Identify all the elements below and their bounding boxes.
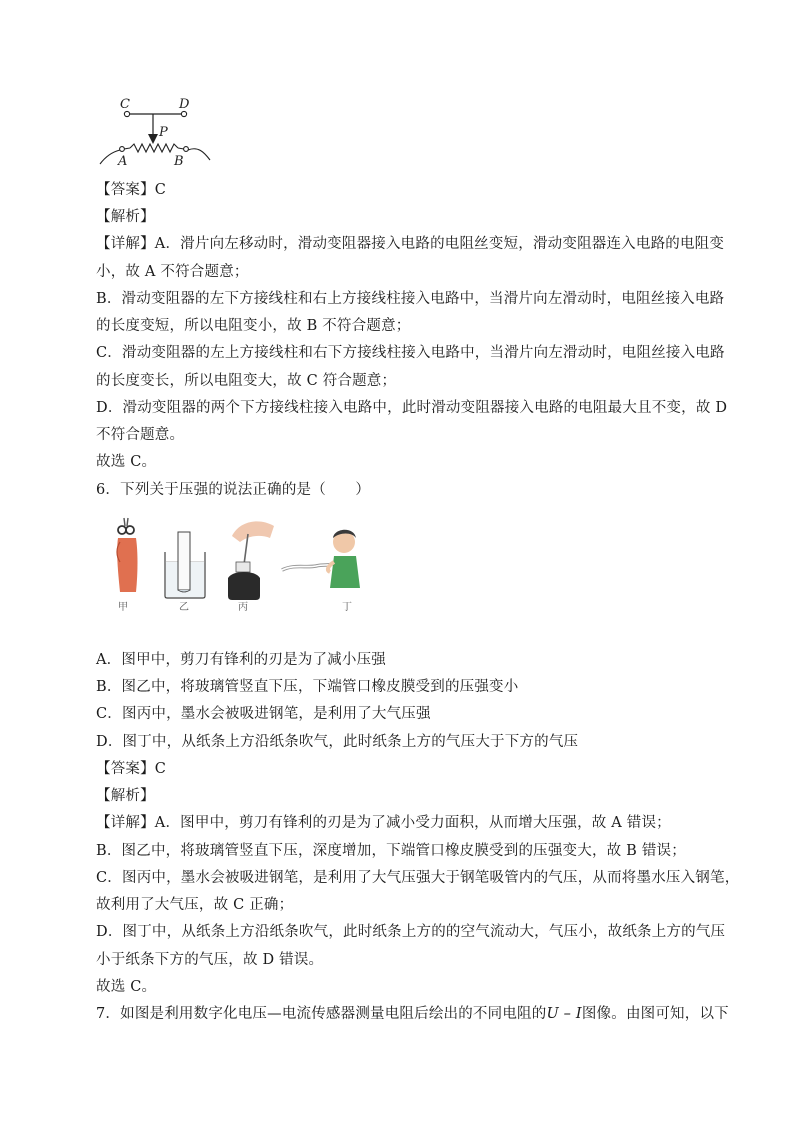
- rheostat-diagram: [92, 92, 222, 172]
- q6-analysis-line: 小于纸条下方的气压，故 D 错误。: [96, 952, 324, 968]
- q5-answer: 【答案】C: [96, 182, 167, 198]
- q5-analysis-line: D．滑动变阻器的两个下方接线柱接入电路中，此时滑动变阻器接入电路的电阻最大且不变，故 D: [96, 400, 728, 416]
- q5-analysis-line: B．滑动变阻器的左下方接线柱和右上方接线柱接入电路中，当滑片向左滑动时，电阻丝接入电路: [96, 291, 725, 307]
- figure-caption-ding: 丁: [342, 602, 352, 613]
- beaker-tube-figure: [165, 532, 205, 613]
- slider-label-p: P: [159, 125, 168, 140]
- q6-analysis-line: C．图丙中，墨水会被吸进钢笔，是利用了大气压强大于钢笔吸管内的气压，从而将墨水压入钢笔，: [96, 870, 740, 886]
- q6-analysis-line: B．图乙中，将玻璃管竖直下压，深度增加，下端管口橡皮膜受到的压强变大，故 B 错误；: [96, 843, 686, 859]
- q6-option-b: B．图乙中，将玻璃管竖直下压，下端管口橡皮膜受到的压强变小: [96, 679, 519, 695]
- q7-stem-text: 7．如图是利用数字化电压—电流传感器测量电阻后绘出的不同电阻的: [96, 1006, 547, 1022]
- q6-answer: 【答案】C: [96, 761, 167, 777]
- q7-stem-math: U – I: [546, 1006, 582, 1022]
- boy-blowing-figure: [282, 530, 360, 613]
- q6-analysis-line: 【详解】A．图甲中，剪刀有锋利的刃是为了减小受力面积，从而增大压强，故 A 错误；: [96, 815, 671, 831]
- terminal-label-d: D: [179, 97, 190, 112]
- q6-option-d: D．图丁中，从纸条上方沿纸条吹气，此时纸条上方的气压大于下方的气压: [96, 734, 579, 750]
- q7-stem-text-end: 图像。由图可知，以下: [581, 1006, 729, 1022]
- figure-caption-yi: 乙: [179, 602, 189, 613]
- ink-bottle-figure: [228, 521, 274, 613]
- q5-analysis-line: 的长度变长，所以电阻变大，故 C 符合题意；: [96, 373, 397, 389]
- q6-analysis-line: D．图丁中，从纸条上方沿纸条吹气，此时纸条上方的的空气流动大，气压小，故纸条上方的气压: [96, 924, 726, 940]
- q7-stem: [96, 1004, 729, 1024]
- q6-analysis-line: 故利用了大气压，故 C 正确；: [96, 897, 294, 913]
- q5-analysis-line: C．滑动变阻器的左上方接线柱和右下方接线柱接入电路中，当滑片向左滑动时，电阻丝接入电路: [96, 345, 725, 361]
- terminal-label-a: A: [118, 154, 128, 169]
- q6-stem: 6．下列关于压强的说法正确的是（ ）: [96, 482, 371, 498]
- q6-analysis-heading: 【解析】: [96, 788, 155, 804]
- q6-conclusion: 故选 C。: [96, 979, 157, 995]
- q5-analysis-heading: 【解析】: [96, 209, 155, 225]
- q6-figures: [110, 512, 370, 620]
- q5-conclusion: 故选 C。: [96, 454, 157, 470]
- terminal-label-b: B: [174, 154, 184, 169]
- q6-option-c: C．图丙中，墨水会被吸进钢笔，是利用了大气压强: [96, 706, 431, 722]
- figure-caption-jia: 甲: [118, 602, 128, 613]
- q5-analysis-line: 【详解】A．滑片向左移动时，滑动变阻器接入电路的电阻丝变短，滑动变阻器连入电路的电阻变: [96, 236, 725, 252]
- q5-analysis-line: 不符合题意。: [96, 427, 185, 443]
- q5-analysis-line: 的长度变短，所以电阻变小，故 B 不符合题意；: [96, 318, 411, 334]
- q5-analysis-line: 小，故 A 不符合题意；: [96, 264, 249, 280]
- figure-caption-bing: 丙: [238, 602, 248, 613]
- q6-option-a: A．图甲中，剪刀有锋利的刃是为了减小压强: [96, 652, 386, 668]
- scissors-hand-figure: [117, 518, 138, 613]
- terminal-label-c: C: [120, 97, 130, 112]
